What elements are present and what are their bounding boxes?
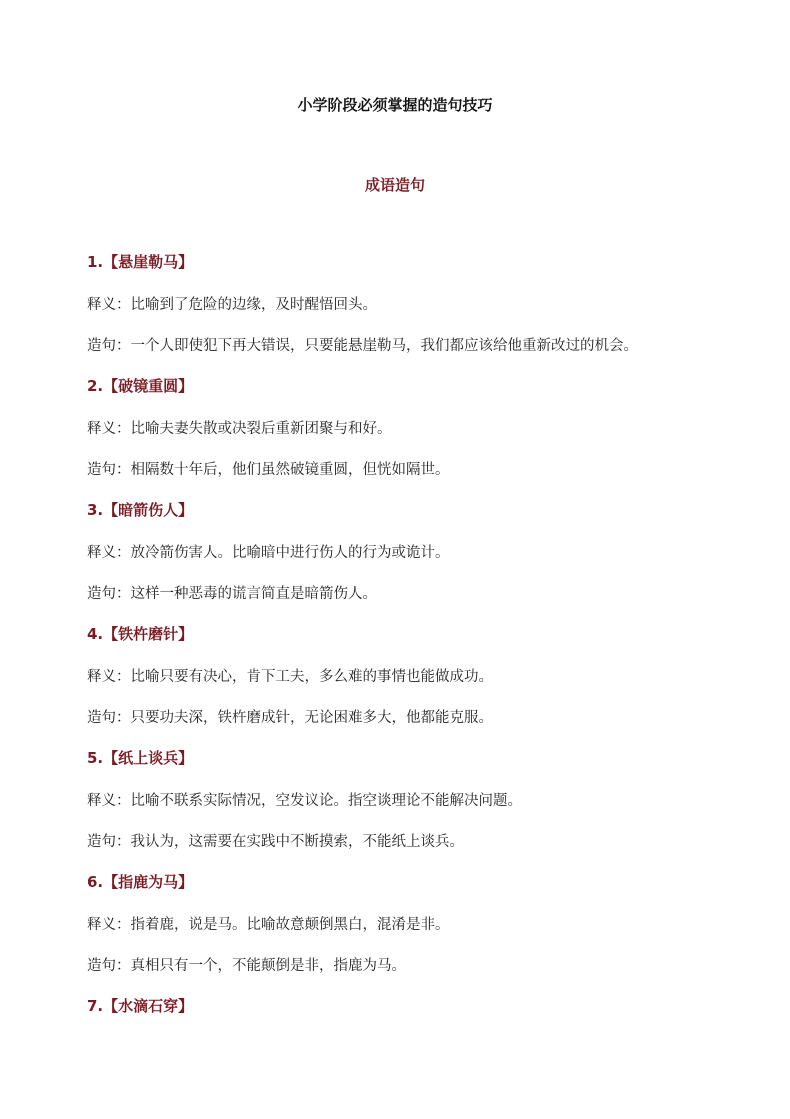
idiom-definition: 释义：比喻到了危险的边缘，及时醒悟回头。 [87,297,377,313]
idiom-entry-list [87,250,727,1036]
idiom-example: 造句：一个人即使犯下再大错误，只要能悬崖勒马，我们都应该给他重新改过的机会。 [87,338,638,354]
idiom-definition: 释义：放冷箭伤害人。比喻暗中进行伤人的行为或诡计。 [87,545,450,561]
page-title: 小学阶段必须掌握的造句技巧 [297,96,493,114]
idiom-heading: 3.【暗箭伤人】 [87,501,194,519]
idiom-example: 造句：这样一种恶毒的谎言简直是暗箭伤人。 [87,586,377,602]
idiom-heading: 1.【悬崖勒马】 [87,253,194,271]
idiom-entry [87,250,727,359]
idiom-heading: 6.【指鹿为马】 [87,873,194,891]
idiom-entry [87,870,727,979]
idiom-definition: 释义：比喻只要有决心，肯下工夫，多么难的事情也能做成功。 [87,669,493,685]
idiom-heading: 7.【水滴石穿】 [87,997,194,1015]
idiom-heading: 4.【铁杵磨针】 [87,625,194,643]
idiom-definition: 释义：比喻夫妻失散或决裂后重新团聚与和好。 [87,421,392,437]
idiom-definition: 释义：比喻不联系实际情况，空发议论。指空谈理论不能解决问题。 [87,793,522,809]
idiom-entry [87,746,727,855]
idiom-example: 造句：相隔数十年后，他们虽然破镜重圆，但恍如隔世。 [87,462,450,478]
idiom-heading: 5.【纸上谈兵】 [87,749,194,767]
idiom-entry [87,374,727,483]
idiom-definition: 释义：指着鹿，说是马。比喻故意颠倒黑白，混淆是非。 [87,917,450,933]
idiom-example: 造句：真相只有一个，不能颠倒是非，指鹿为马。 [87,958,406,974]
idiom-entry [87,498,727,607]
idiom-entry [87,994,727,1018]
idiom-example: 造句：只要功夫深，铁杵磨成针，无论困难多大，他都能克服。 [87,710,493,726]
idiom-entry [87,622,727,731]
section-title: 成语造句 [364,176,425,194]
idiom-example: 造句：我认为，这需要在实践中不断摸索，不能纸上谈兵。 [87,834,464,850]
idiom-heading: 2.【破镜重圆】 [87,377,194,395]
